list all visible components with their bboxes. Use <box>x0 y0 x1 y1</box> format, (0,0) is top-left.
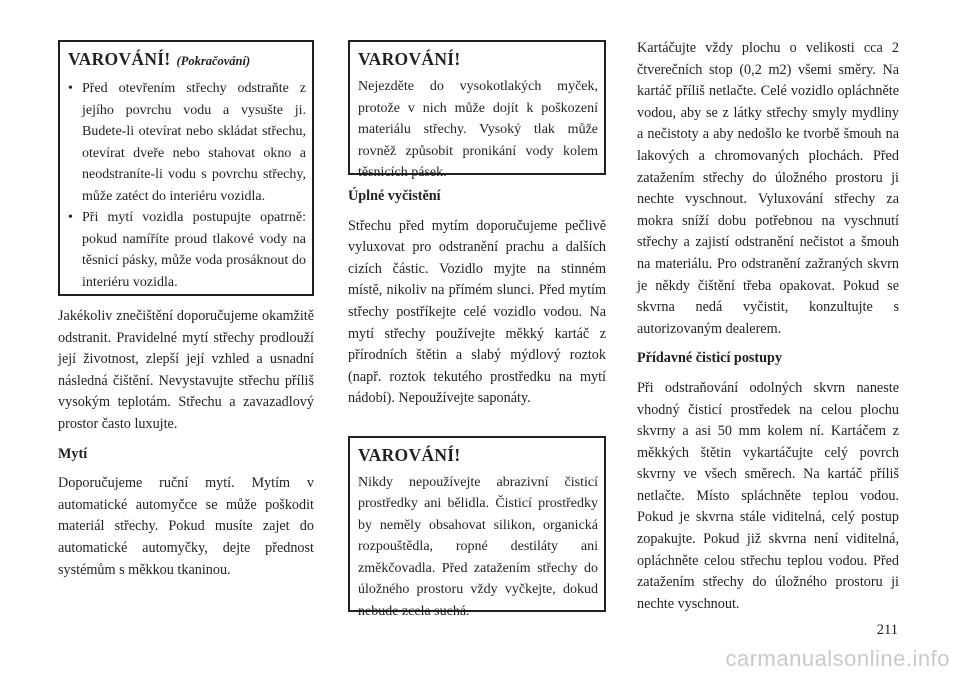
column-middle <box>348 40 606 619</box>
warning-bullet: • Při mytí vozidla postupujte opatrně: pokud namíříte proud tlakové vody na těsnicí pásky, může voda prosáknout do interiéru vozidla. <box>68 207 306 293</box>
warning-box-continued <box>58 40 314 296</box>
warning-text: Nejezděte do vysokotlakých myček, protože v nich může dojít k poškození materiálu střechy. Vysoký tlak může rovněž způsobit pronikání vody kolem těsnicích pásek. <box>358 79 598 180</box>
column-right <box>637 38 899 615</box>
heading-additional-cleaning: Přídavné čisticí postupy <box>637 350 783 367</box>
warning-bullet: • Před otevřením střechy odstraňte z jejího povrchu vodu a vysušte ji. Budete-li otevírat nebo skládat střechu, otevírat dveře nebo stahovat okno a neodstraníte-li vodu s povrchu střechy, může zatéct do interiéru vozidla. <box>68 78 306 207</box>
paragraph-brushing: Kartáčujte vždy plochu o velikosti cca 2 čtverečních stop (0,2 m2) všemi směry. Na kartáč příliš netlačte. Celé vozidlo opláchněte vodou, aby se z látky střechy smyly mydliny a nečistoty a aby nedošlo ke tvorbě šmouh na lakových a chromovaných plochách. Před zatažením střechy do úložného prostoru ji nechte vyschnout. Vyluxování střechy za mokra sníží dobu potřebnou na vyschnutí střechy a zajistí odstranění nečistot a šmouh na materiálu. Pro odstranění zažraných skvrn je někdy čištění třeba opakovat. Pokud se skvrna nedá vyčistit, konzultujte s autorizovaným dealerem. <box>637 40 899 337</box>
warning-title: VAROVÁNÍ! <box>358 444 461 465</box>
warning-box-high-pressure <box>348 40 606 180</box>
warning-title: VAROVÁNÍ! <box>358 49 461 69</box>
warning-text: Nikdy nepoužívejte abrazivní čisticí prostředky ani bělidla. Čisticí prostředky by neměly obsahovat silikon, organická rozpouštědla, ropné destiláty ani změkčovadla. Před zatažením střechy do úložného prostoru vždy vyčkejte, dokud nebude zcela suchá. <box>358 474 598 619</box>
paragraph-additional-cleaning: Při odstraňování odolných skvrn naneste vhodný čisticí prostředek na celou plochu skvrny a asi 50 mm kolem ní. Kartáčem z měkkých štětin vykartáčujte celý povrch skvrny ve všech směrech. Na kartáč příliš netlačte. Místo spláchněte teplou vodou. Pokud je skvrna stále viditelná, celý postup zopakujte. Pokud již skvrna není viditelná, opláchněte celou střechu teplou vodou. Před zatažením střechy do úložného prostoru ji nechte vyschnout. <box>637 379 899 612</box>
warning-continued-label: (Pokračování) <box>176 54 251 68</box>
column-left <box>58 40 314 581</box>
heading-washing: Mytí <box>58 445 88 462</box>
warning-bullet-list <box>68 78 306 293</box>
watermark: carmanualsonline.info <box>725 646 950 671</box>
paragraph-full-cleaning: Střechu před mytím doporučujeme pečlivě vyluxovat pro odstranění prachu a dalších cizích částic. Vozidlo myjte na stinném místě, nikoliv na přímém slunci. Před mytím střechy postříkejte celé vozidlo vodou. Na mytí střechy používejte měkký kartáč z přírodních štětin a slabý mýdlový roztok (např. roztok tekutého prostředku na mytí nádobí). Nepoužívejte saponáty. <box>348 217 606 407</box>
warning-box-abrasives <box>348 436 606 619</box>
paragraph-washing: Doporučujeme ruční mytí. Mytím v automatické automyčce se může poškodit materiál střechy. Pokud musíte zajet do automatické automyčky, dejte přednost systémům s měkkou tkaninou. <box>58 475 314 578</box>
page-number: 211 <box>876 622 898 638</box>
paragraph-cleaning-intro: Jakékoliv znečištění doporučujeme okamžitě odstranit. Pravidelné mytí střechy prodlouží její životnost, zlepší její vzhled a usnadní následná čištění. Nevystavujte střechu příliš vysokým teplotám. Střechu a zavazadlový prostor často luxujte. <box>58 308 314 432</box>
heading-full-cleaning: Úplné vyčistění <box>348 188 441 204</box>
warning-title: VAROVÁNÍ! (Pokračování) <box>68 49 251 69</box>
